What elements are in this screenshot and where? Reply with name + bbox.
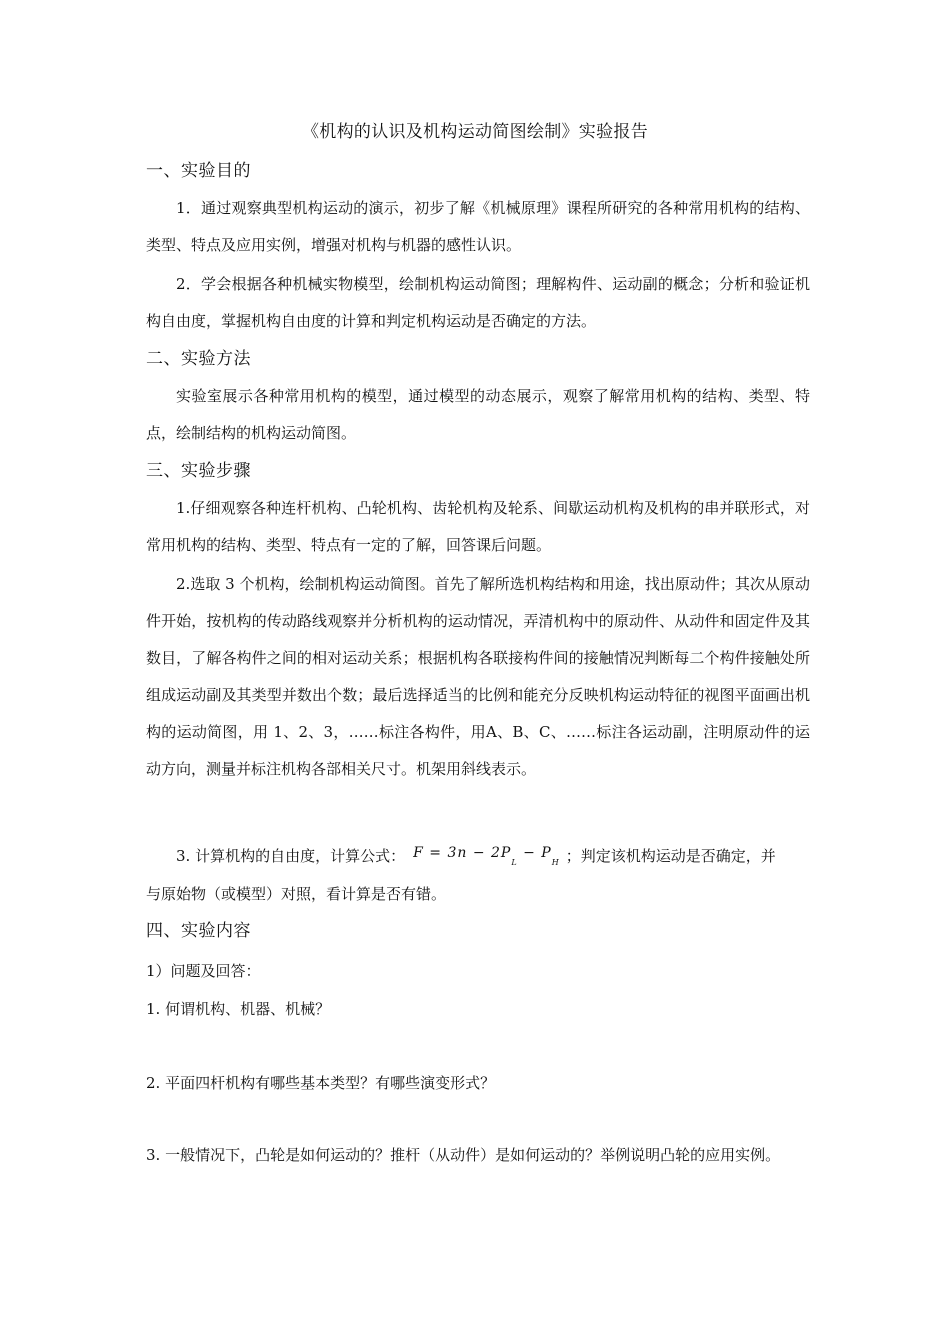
- dof-formula: [413, 840, 560, 872]
- paragraph-step-1: 1.仔细观察各种连杆机构、凸轮机构、齿轮机构及轮系、间歇运动机构及机构的串并联形式，对常用机构的结构、类型、特点有一定的了解，回答课后问题。: [146, 499, 810, 554]
- formula-sub-h: H: [551, 857, 560, 867]
- section-heading-steps: 三、实验步骤: [146, 461, 251, 481]
- formula-mid: − P: [517, 845, 552, 861]
- question-2: 2. 平面四杆机构有哪些基本类型？有哪些演变形式？: [146, 1074, 496, 1092]
- paragraph-method-1: 实验室展示各种常用机构的模型，通过模型的动态展示，观察了解常用机构的结构、类型、特点，绘制结构的机构运动简图。: [146, 387, 810, 442]
- formula-main: F = 3n − 2P: [413, 845, 512, 861]
- paragraph-purpose-1: 1．通过观察典型机构运动的演示，初步了解《机械原理》课程所研究的各种常用机构的结构、类型、特点及应用实例，增强对机构与机器的感性认识。: [146, 199, 810, 254]
- document-title: 《机构的认识及机构运动简图绘制》实验报告: [302, 122, 648, 142]
- section-heading-content: 四、实验内容: [146, 921, 251, 941]
- step-3-text-before: 3. 计算机构的自由度，计算公式：: [176, 847, 406, 865]
- paragraph-step-3-line-2: 与原始物（或模型）对照，看计算是否有错。: [146, 885, 447, 903]
- step-3-text-after: ；判定该机构运动是否确定，并: [565, 847, 776, 865]
- sub-heading-qa: 1）问题及回答：: [146, 962, 261, 980]
- paragraph-purpose-2: 2．学会根据各种机械实物模型，绘制机构运动简图；理解构件、运动副的概念；分析和验证机构自由度，掌握机构自由度的计算和判定机构运动是否确定的方法。: [146, 275, 810, 330]
- paragraph-step-3-line-1: [176, 843, 810, 876]
- formula-sub-l: L: [511, 857, 518, 867]
- section-heading-purpose: 一、实验目的: [146, 161, 251, 181]
- paragraph-step-2: 2.选取 3 个机构，绘制机构运动简图。首先了解所选机构结构和用途，找出原动件；其次从原动件开始，按机构的传动路线观察并分析机构的运动情况，弄清机构中的原动件、从动件和固定件及其数目，了解各构件之间的相对运动关系；根据机构各联接构件间的接触情况判断每二个构件接触处所组成运动副及其类型并数出个数；最后选择适当的比例和能充分反映机构运动特征的视图平面画出机构的运动简图，用 1、2、3，……标注各构件，用A、B、C、……标注各运动副，注明原动件的运动方向，测量并标注机构各部相关尺寸。机架用斜线表示。: [146, 575, 810, 778]
- question-3: 3. 一般情况下，凸轮是如何运动的？推杆（从动件）是如何运动的？举例说明凸轮的应用实例。: [146, 1146, 781, 1164]
- section-heading-method: 二、实验方法: [146, 349, 251, 369]
- question-1: 1. 何谓机构、机器、机械？: [146, 1000, 331, 1018]
